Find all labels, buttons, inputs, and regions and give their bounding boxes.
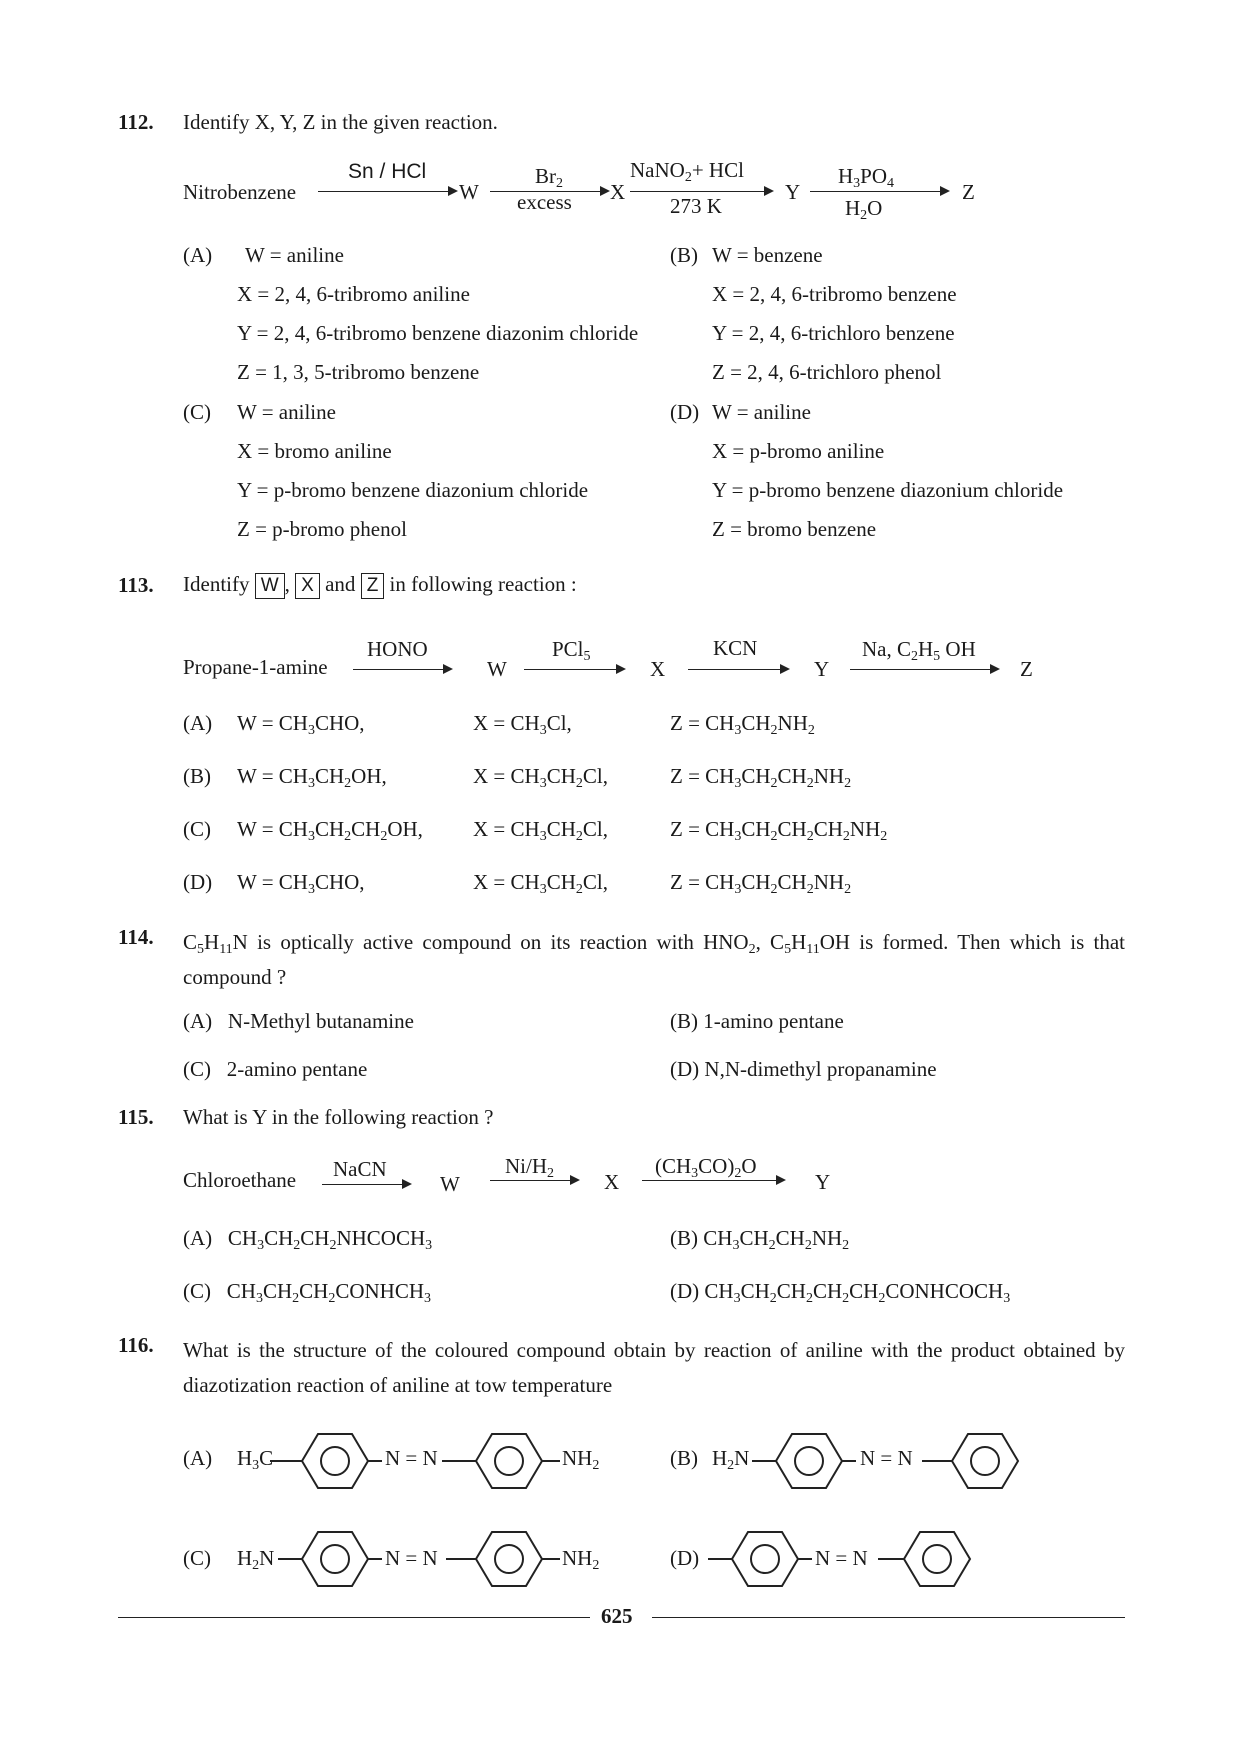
option-z: $Z = CH_3CH_2CH_2NH_2$ (670, 870, 852, 897)
comma: , (284, 572, 290, 596)
arrow (642, 1180, 784, 1181)
option-w: $W = CH_3CHO$, (237, 711, 365, 738)
option-text: N,N-dimethyl propanamine (704, 1057, 937, 1081)
benzene-ring-icon (904, 1532, 970, 1586)
option-label: (D) (183, 870, 213, 894)
benzene-ring-icon (952, 1434, 1018, 1488)
option-d[interactable] (670, 1057, 937, 1082)
option-label: (B) (670, 243, 698, 267)
option-b[interactable] (670, 1009, 844, 1034)
reactant: Propane-1-amine (183, 655, 328, 679)
arrow (318, 191, 456, 192)
product-w: W (459, 180, 479, 204)
question-text (183, 572, 577, 599)
option-z: $Z = CH_3CH_2NH_2$ (670, 711, 815, 738)
substituent-left: $H_2N$ (237, 1546, 275, 1573)
reactant: Chloroethane (183, 1168, 297, 1192)
option-b[interactable]: (B) $CH_3CH_2CH_2NH_2$ (670, 1226, 850, 1253)
option-line: Y = 2, 4, 6-trichloro benzene (712, 321, 955, 345)
question-text: Identify X, Y, Z in the given reaction. (183, 110, 498, 134)
option-z: $Z = CH_3CH_2CH_2NH_2$ (670, 764, 852, 791)
reagent-label: $Ni/H_2$ (505, 1154, 554, 1181)
option-a[interactable]: (A) $CH_3CH_2CH_2NHCOCH_3$ (183, 1226, 433, 1253)
option-text: 1-amino pentane (703, 1009, 844, 1033)
product-x: X (610, 180, 626, 204)
option-line: W = benzene (712, 243, 823, 267)
option-line: Z = p-bromo phenol (237, 517, 407, 541)
arrow (322, 1184, 410, 1185)
product-w: W (440, 1172, 460, 1196)
option-w: $W = CH_3CHO$, (237, 870, 365, 897)
footer-rule-left (118, 1617, 590, 1618)
box-z: Z (361, 573, 385, 599)
footer-rule-right (652, 1617, 1125, 1618)
option-line: X = bromo aniline (237, 439, 392, 463)
option-line: X = p-bromo aniline (712, 439, 885, 463)
option-label: (A) (183, 1446, 213, 1470)
option-line: W = aniline (712, 400, 811, 424)
option-label: (B) (183, 764, 211, 788)
text: Identify (183, 572, 250, 596)
option-c[interactable] (183, 1057, 367, 1082)
benzene-ring-icon (302, 1532, 368, 1586)
option-label: (C) (183, 1057, 211, 1081)
substituent-left: $H_3C$ (237, 1446, 274, 1473)
option-text: 2-amino pentane (226, 1057, 368, 1081)
option-label: (D) (670, 1546, 700, 1570)
option-line: Z = 2, 4, 6-trichloro phenol (712, 360, 942, 384)
option-a[interactable] (183, 1009, 414, 1034)
arrow (353, 669, 451, 670)
option-label: (A) (183, 243, 213, 267)
reagent-label: $(CH_3CO)_2O$ (655, 1154, 757, 1181)
azo-group: N = N (385, 1546, 438, 1570)
reagent-condition: 273 K (670, 194, 722, 218)
question-text: $C_5H_{11}N$ is optically active compound on its reaction with $HNO_2$, $C_5H_{11}OH$ is formed. Then which is that compound ? (183, 930, 1125, 989)
product-y: Y (815, 1170, 831, 1194)
arrow (688, 669, 788, 670)
option-text: N-Methyl butanamine (227, 1009, 414, 1033)
question-number: 113. (118, 573, 154, 597)
substituent-right: $NH_2$ (562, 1546, 600, 1573)
question-number: 114. (118, 925, 154, 949)
option-label: (A) (183, 1009, 213, 1033)
substituent-left: $H_2N$ (712, 1446, 750, 1473)
option-line: Z = bromo benzene (712, 517, 877, 541)
option-label: (D) (670, 1057, 700, 1081)
benzene-ring-icon (302, 1434, 368, 1488)
page-number: 625 (601, 1604, 633, 1628)
reagent-label: NaCN (333, 1157, 387, 1181)
option-label: (B) (670, 1226, 698, 1250)
benzene-ring-icon (776, 1434, 842, 1488)
option-label: (B) (670, 1446, 698, 1470)
benzene-ring-icon (476, 1532, 542, 1586)
reagent-label: Na, $C_2H_5$ OH (862, 637, 976, 664)
box-w: W (255, 573, 285, 599)
option-z: $Z = CH_3CH_2CH_2CH_2NH_2$ (670, 817, 888, 844)
product-w: W (487, 657, 507, 681)
benzene-ring-icon (476, 1434, 542, 1488)
product-y: Y (814, 657, 830, 681)
azo-group: N = N (815, 1546, 868, 1570)
reagent-label: NaNO$_2$+ HCl (630, 158, 744, 185)
text: and (325, 572, 356, 596)
option-line: X = 2, 4, 6-tribromo aniline (237, 282, 470, 306)
reagent-condition: $H_2O$ (845, 196, 883, 223)
question-number: 112. (118, 110, 154, 134)
option-line: W = aniline (237, 400, 336, 424)
reagent-label: HONO (367, 637, 428, 661)
product-x: X (650, 657, 666, 681)
reagent-label: KCN (713, 636, 758, 660)
option-label: (C) (183, 817, 211, 841)
question-text: What is the structure of the coloured compound obtain by reaction of aniline with the product obtained by diazotization reaction of aniline at tow temperature (183, 1338, 1125, 1397)
option-label: (B) (670, 1009, 698, 1033)
substituent-right: $NH_2$ (562, 1446, 600, 1473)
option-d[interactable]: (D) $CH_3CH_2CH_2CH_2CH_2CONHCOCH_3$ (670, 1279, 1011, 1306)
option-label: (D) (670, 400, 700, 424)
option-x: $X = CH_3CH_2Cl$, (473, 764, 608, 791)
option-x: $X = CH_3Cl$, (473, 711, 572, 738)
option-line: W = aniline (245, 243, 344, 267)
option-label: (C) (183, 1546, 211, 1570)
option-label: (A) (183, 711, 213, 735)
option-x: $X = CH_3CH_2Cl$, (473, 870, 608, 897)
question-number: 116. (118, 1333, 154, 1357)
question-text: What is Y in the following reaction ? (183, 1105, 494, 1129)
text: in following reaction : (389, 572, 577, 596)
option-w: $W = CH_3CH_2CH_2OH$, (237, 817, 423, 844)
option-label: (D) (670, 1279, 700, 1303)
azo-structure (278, 1528, 598, 1590)
option-x: $X = CH_3CH_2Cl$, (473, 817, 608, 844)
product-z: Z (962, 180, 975, 204)
option-line: Y = p-bromo benzene diazonium chloride (237, 478, 589, 502)
option-line: Y = p-bromo benzene diazonium chloride (712, 478, 1064, 502)
reagent-label: $H_3PO_4$ (838, 164, 895, 191)
product-z: Z (1020, 657, 1033, 681)
option-line: Z = 1, 3, 5-tribromo benzene (237, 360, 480, 384)
option-line: X = 2, 4, 6-tribromo benzene (712, 282, 957, 306)
question-number: 115. (118, 1105, 154, 1129)
option-label: (C) (183, 400, 211, 424)
arrow (524, 669, 624, 670)
azo-group: N = N (860, 1446, 913, 1470)
option-label: (A) (183, 1226, 213, 1250)
azo-group: N = N (385, 1446, 438, 1470)
option-c[interactable]: (C) $CH_3CH_2CH_2CONHCH_3$ (183, 1279, 431, 1306)
reagent-condition: excess (517, 190, 572, 214)
box-x: X (295, 573, 320, 599)
reagent-label: $Br_2$ (535, 164, 563, 191)
option-w: $W = CH_3CH_2OH$, (237, 764, 387, 791)
arrow (630, 191, 772, 192)
product-x: X (604, 1170, 620, 1194)
option-label: (C) (183, 1279, 211, 1303)
reagent-label: Sn / HCl (348, 160, 427, 183)
option-line: Y = 2, 4, 6-tribromo benzene diazonim chloride (237, 321, 639, 345)
product-y: Y (785, 180, 801, 204)
benzene-ring-icon (732, 1532, 798, 1586)
arrow (490, 1180, 578, 1181)
reagent-label: PCl$_5$ (552, 637, 591, 664)
reactant: Nitrobenzene (183, 180, 297, 204)
arrow (810, 191, 948, 192)
arrow (850, 669, 998, 670)
